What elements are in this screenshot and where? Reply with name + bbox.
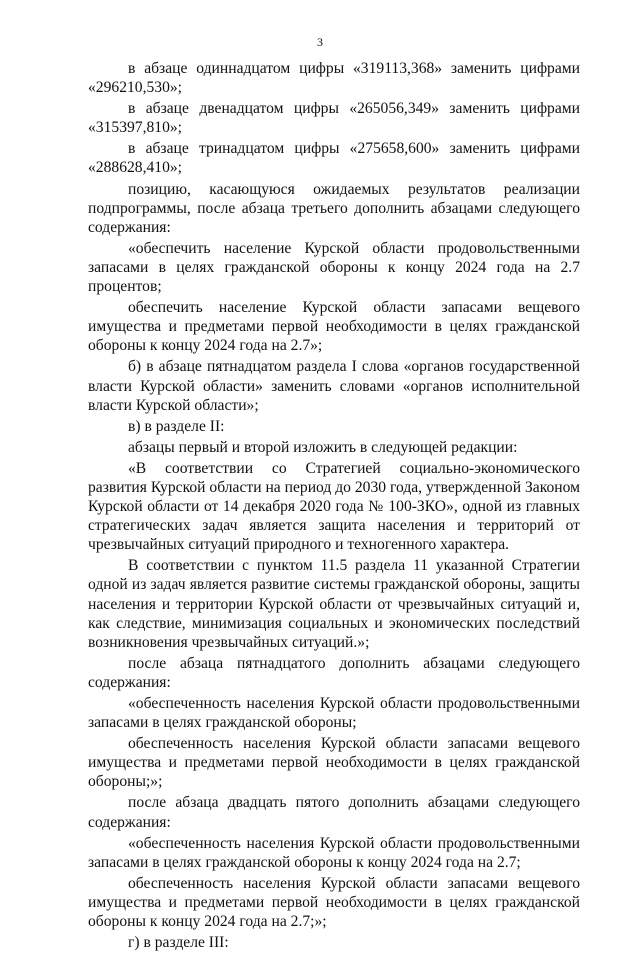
paragraph: «обеспечить население Курской области продовольственными запасами в целях гражданской обороны к концу 2024 года на 2.7 процентов; [88,239,580,296]
page-number: 3 [317,35,323,49]
paragraph: в абзаце тринадцатом цифры «275658,600» заменить цифрами «288628,410»; [88,140,580,177]
paragraph: «обеспеченность населения Курской области продовольственными запасами в целях гражданской обороны к концу 2024 года на 2.7; [88,834,580,871]
paragraph: В соответствии с пунктом 11.5 раздела 11 указанной Стратегии одной из задач является развитие системы гражданской обороны, защиты населения и территории Курской области от чрезвычайных ситуаций и, как следствие, минимизация социальных и экономических последствий возникновения чрезвычайных ситуаций.»; [88,557,580,651]
paragraph: «обеспеченность населения Курской области продовольственными запасами в целях гражданской обороны; [88,695,580,732]
paragraph: обеспечить население Курской области запасами вещевого имущества и предметами первой необходимости в целях гражданской обороны к концу 2024 года на 2.7»; [88,299,580,355]
paragraph: в) в разделе II: [128,417,225,435]
paragraph: обеспеченность населения Курской области запасами вещевого имущества и предметами первой необходимости в целях гражданской обороны;»; [88,735,580,791]
paragraph: после абзаца двадцать пятого дополнить абзацами следующего содержания: [88,794,580,831]
paragraph: в абзаце одиннадцатом цифры «319113,368» заменить цифрами «296210,530»; [88,60,580,97]
paragraph: обеспеченность населения Курской области запасами вещевого имущества и предметами первой необходимости в целях гражданской обороны к концу 2024 года на 2.7;»; [88,874,580,931]
paragraph: позицию, касающуюся ожидаемых результатов реализации подпрограммы, после абзаца третьего дополнить абзацами следующего содержания: [88,180,580,236]
paragraph: в абзаце двенадцатом цифры «265056,349» заменить цифрами «315397,810»; [88,100,580,137]
paragraph: «В соответствии со Стратегией социально-экономического развития Курской области на период до 2030 года, утвержденной Законом Курской области от 14 декабря 2020 года № 100-ЗКО», одной из главных стратегических задач является защита населения и территорий от чрезвычайных ситуаций природного и техногенного характера. [88,459,580,554]
document-body [88,59,580,954]
paragraph: г) в разделе III: [128,934,229,952]
paragraph: после абзаца пятнадцатого дополнить абзацами следующего содержания: [88,654,580,691]
paragraph: абзацы первый и второй изложить в следующей редакции: [128,438,518,456]
paragraph: б) в абзаце пятнадцатом раздела I слова «органов государственной власти Курской области» заменить словами «органов исполнительной власти Курской области»; [88,358,580,414]
